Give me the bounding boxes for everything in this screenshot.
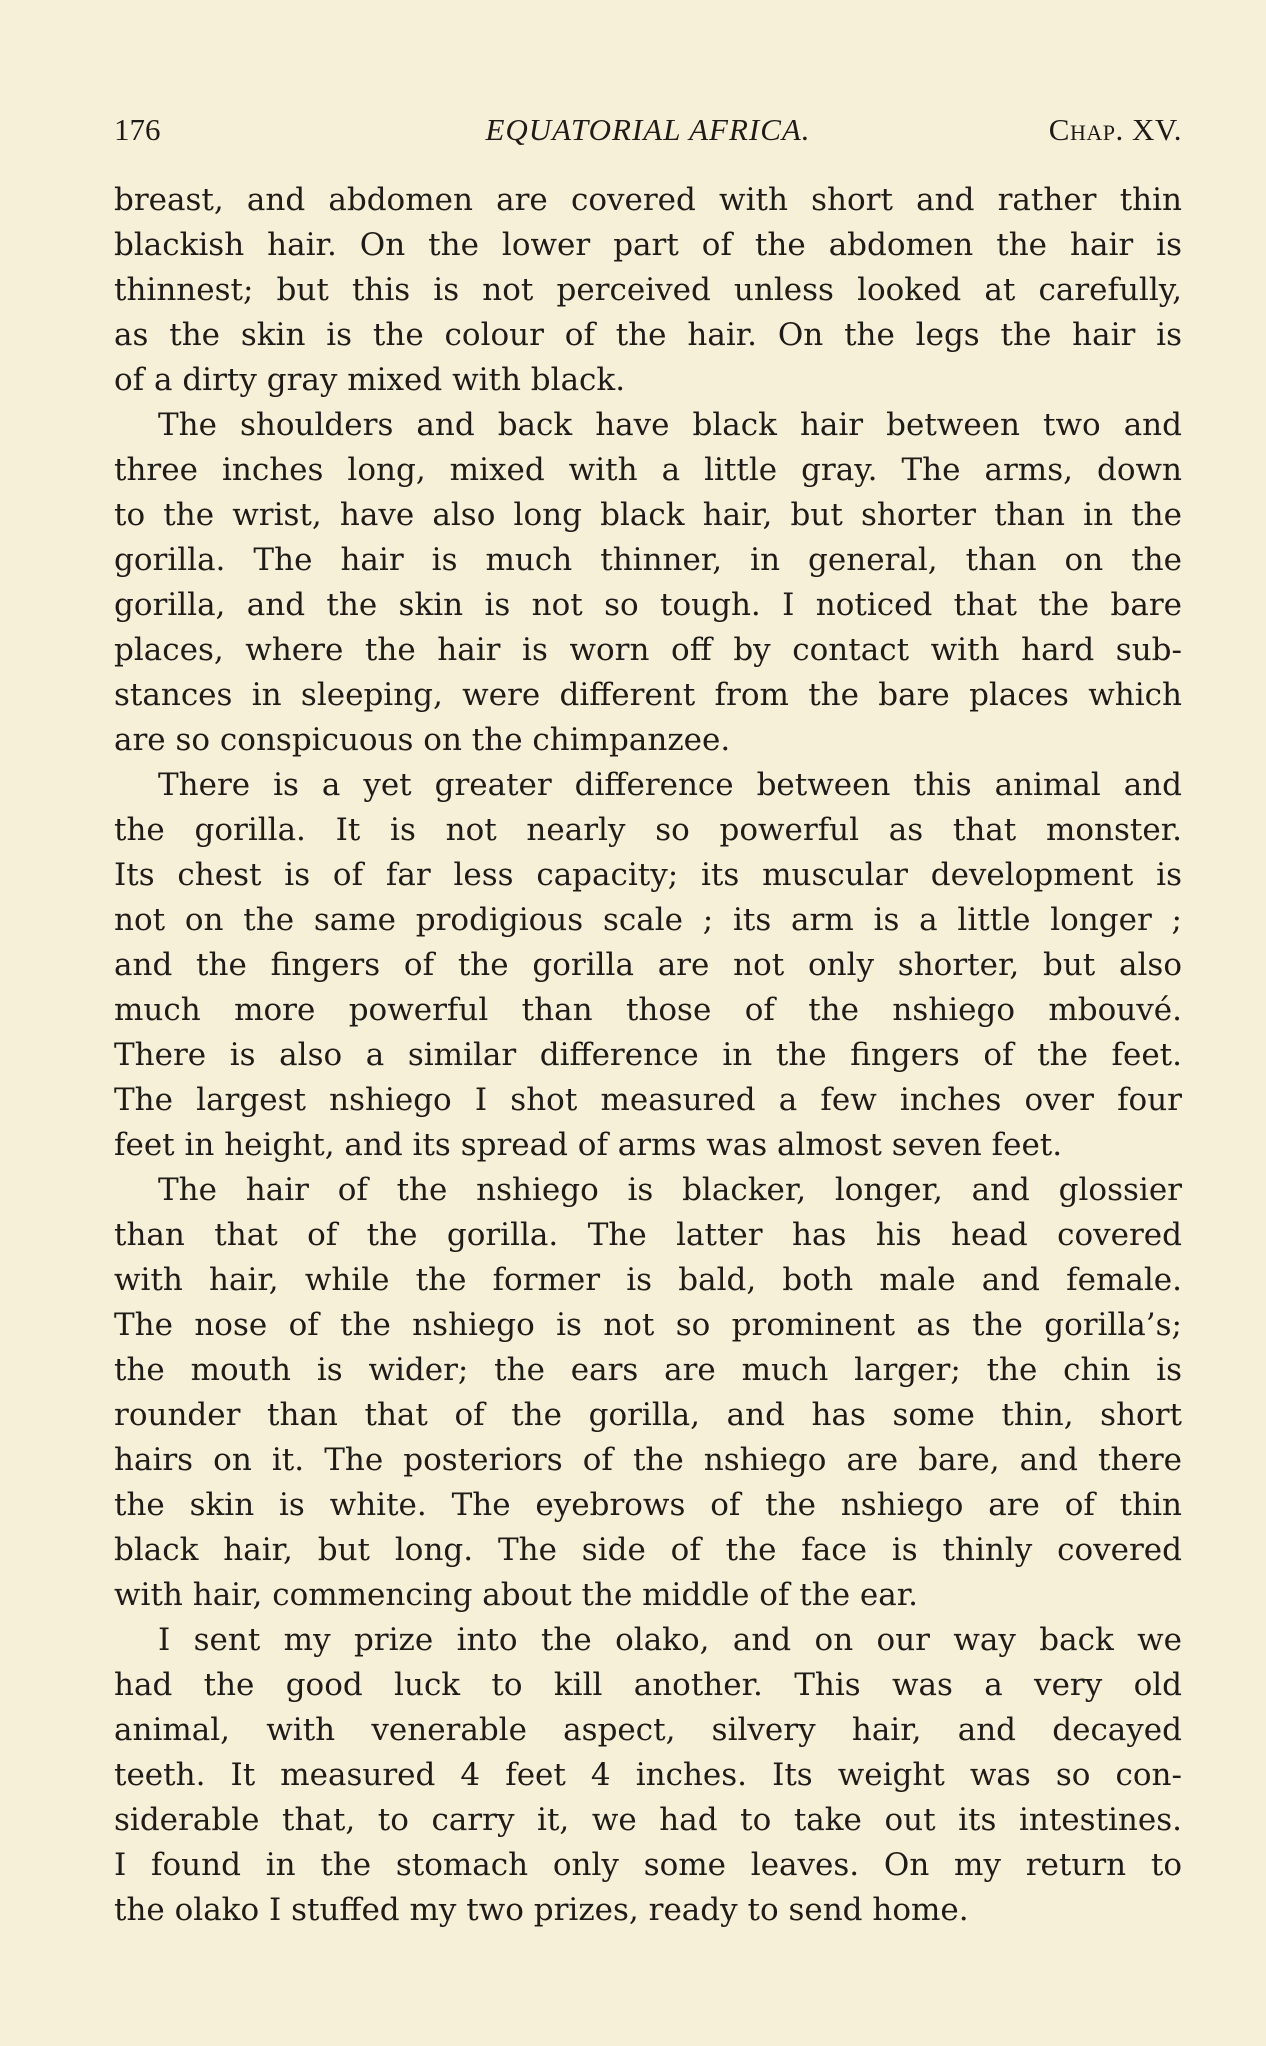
text-line: than that of the gorilla. The latter has his head covered [114,1217,1182,1253]
text-line: as the skin is the colour of the hair. On the legs the hair is [114,317,1182,353]
text-line: teeth. It measured 4 feet 4 inches. Its weight was so con- [114,1757,1182,1793]
text-line: with hair, while the former is bald, both male and female. [114,1262,1182,1298]
text-line: There is a yet greater difference between this animal and [158,767,1182,803]
text-line: blackish hair. On the lower part of the abdomen the hair is [114,227,1182,263]
text-line: the skin is white. The eyebrows of the nshiego are of thin [114,1487,1182,1523]
chapter-label: Chap. XV. [1048,112,1182,147]
text-line: There is also a similar difference in the fingers of the feet. [114,1037,1182,1073]
text-line: breast, and abdomen are covered with short and rather thin [114,182,1182,218]
paragraph [114,178,1182,403]
text-line: with hair, commencing about the middle of the ear. [114,1577,918,1613]
text-line: had the good luck to kill another. This was a very old [114,1667,1182,1703]
text-line: and the fingers of the gorilla are not only shorter, but also [114,947,1182,983]
text-line: of a dirty gray mixed with black. [114,362,626,398]
running-title: EQUATORIAL AFRICA. [485,112,811,147]
text-line: black hair, but long. The side of the face is thinly covered [114,1532,1182,1568]
text-line: The shoulders and back have black hair between two and [158,407,1182,443]
text-line: The nose of the nshiego is not so prominent as the gorilla’s; [114,1307,1182,1343]
text-line: stances in sleeping, were different from the bare places which [114,677,1182,713]
paragraph [114,403,1182,763]
text-line: three inches long, mixed with a little gray. The arms, down [114,452,1182,488]
text-line: siderable that, to carry it, we had to take out its intestines. [114,1802,1182,1838]
paragraph [114,763,1182,1168]
running-header [114,108,1182,152]
text-line: to the wrist, have also long black hair, but shorter than in the [114,497,1182,533]
text-line: the mouth is wider; the ears are much larger; the chin is [114,1352,1182,1388]
text-line: the olako I stuffed my two prizes, ready to send home. [114,1892,969,1928]
text-line: feet in height, and its spread of arms was almost seven feet. [114,1127,1063,1163]
text-line: The hair of the nshiego is blacker, longer, and glossier [158,1172,1182,1208]
text-line: not on the same prodigious scale ; its arm is a little longer ; [114,902,1182,938]
page-number: 176 [114,112,161,147]
text-line: places, where the hair is worn off by contact with hard sub- [114,632,1182,668]
text-line: gorilla, and the skin is not so tough. I noticed that the bare [114,587,1182,623]
text-line: the gorilla. It is not nearly so powerful as that monster. [114,812,1182,848]
text-line: I found in the stomach only some leaves. On my return to [114,1847,1182,1883]
body-text [114,178,1182,1933]
text-line: are so conspicuous on the chimpanzee. [114,722,731,758]
paragraph [114,1618,1182,1933]
text-line: animal, with venerable aspect, silvery hair, and decayed [114,1712,1182,1748]
paragraph [114,1168,1182,1618]
text-line: thinnest; but this is not perceived unless looked at carefully, [114,272,1182,308]
text-line: much more powerful than those of the nshiego mbouvé. [114,992,1182,1028]
text-line: The largest nshiego I shot measured a few inches over four [114,1082,1182,1118]
text-line: Its chest is of far less capacity; its muscular development is [114,857,1182,893]
text-line: rounder than that of the gorilla, and has some thin, short [114,1397,1182,1433]
text-line: I sent my prize into the olako, and on our way back we [158,1622,1182,1658]
text-line: gorilla. The hair is much thinner, in general, than on the [114,542,1182,578]
text-line: hairs on it. The posteriors of the nshiego are bare, and there [114,1442,1182,1478]
